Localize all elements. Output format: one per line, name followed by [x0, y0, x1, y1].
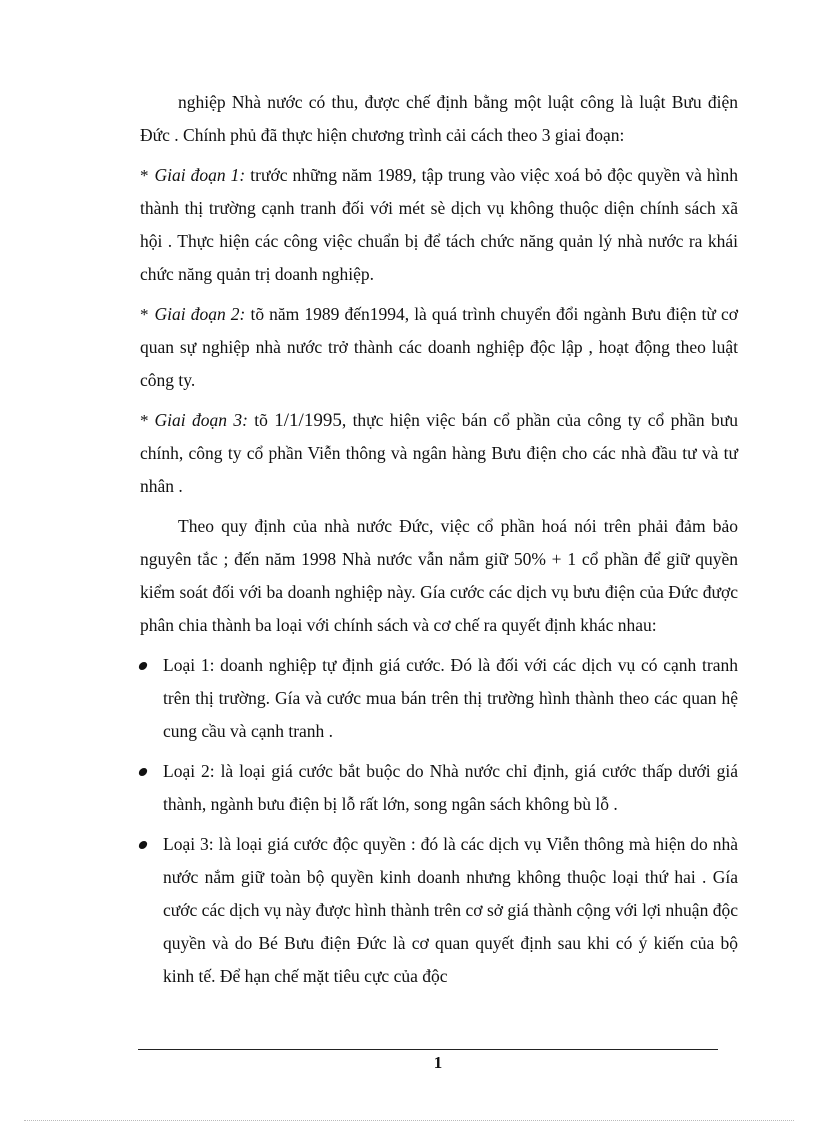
asterisk-marker: *	[140, 166, 149, 185]
stage-1-text: trước những năm 1989, tập trung vào việc xoá bỏ độc quyền và hình thành thị trường cạnh tranh đối với mét sè dịch vụ không thuộc diện chính sách xã hội . Thực hiện các công việc chuẩn bị để tách chức năng quản lý nhà nước ra khái chức năng quản trị doanh nghiệp.	[140, 165, 738, 284]
footer-divider	[138, 1049, 718, 1050]
bullet-icon	[138, 662, 148, 670]
list-item-text: Loại 2: là loại giá cước bắt buộc do Nhà nước chỉ định, giá cước thấp dưới giá thành, ngành bưu điện bị lỗ rất lớn, song ngân sách không bù lỗ .	[163, 761, 738, 814]
stage-3-text: , thực hiện việc bán cổ phần của công ty cổ phần bưu chính, công ty cổ phần Viễn thông và ngân hàng Bưu điện cho các nhà đầu tư và tư nhân .	[140, 410, 738, 496]
list-item-text: Loại 1: doanh nghiệp tự định giá cước. Đó là đối với các dịch vụ có cạnh tranh trên thị trường. Gía và cước mua bán trên thị trường hình thành theo các quan hệ cung cầu và cạnh tranh .	[163, 655, 738, 741]
asterisk-marker: *	[140, 411, 149, 430]
paragraph-regulation: Theo quy định của nhà nước Đức, việc cổ phần hoá nói trên phải đảm bảo nguyên tắc ; đến năm 1998 Nhà nước vẫn nắm giữ 50% + 1 cổ phần để giữ quyền kiểm soát đối với ba doanh nghiệp này. Gía cước các dịch vụ bưu điện của Đức được phân chia thành ba loại với chính sách và cơ chế ra quyết định khác nhau:	[140, 516, 738, 635]
page-number: 1	[433, 1053, 443, 1072]
stage-2-text: tõ năm 1989 đến1994, là quá trình chuyển đổi ngành Bưu điện từ cơ quan sự nghiệp nhà nước trở thành các doanh nghiệp độc lập , hoạt động theo luật công ty.	[140, 304, 738, 390]
list-item	[137, 755, 738, 821]
bullet-icon	[138, 768, 148, 776]
stage-3-date: 1/1/1995	[274, 410, 342, 431]
stage-1-label: Giai đoạn 1:	[154, 165, 246, 185]
stage-2-label: Giai đoạn 2:	[154, 304, 246, 324]
price-type-list	[140, 649, 738, 993]
list-item	[137, 828, 738, 993]
list-item-text: Loại 3: là loại giá cước độc quyền : đó là các dịch vụ Viễn thông mà hiện do nhà nước nắm giữ toàn bộ quyền kinh doanh nhưng không thuộc loại thứ hai . Gía cước các dịch vụ này được hình thành trên cơ sở giá thành cộng với lợi nhuận độc quyền và do Bé Bưu điện Đức là cơ quan quyết định sau khi có ý kiến của bộ kinh tế. Để hạn chế mặt tiêu cực của độc	[163, 834, 738, 986]
stage-3-label: Giai đoạn 3:	[154, 410, 248, 430]
list-item	[137, 649, 738, 748]
paragraph-intro: nghiệp Nhà nước có thu, được chế định bằng một luật công là luật Bưu điện Đức . Chính phủ đã thực hiện chương trình cải cách theo 3 giai đoạn:	[140, 92, 738, 145]
stage-3-prefix: tõ	[247, 410, 275, 430]
stage-3-paragraph	[140, 404, 738, 503]
page-boundary-line	[24, 1120, 794, 1121]
document-body	[140, 86, 738, 1000]
stage-2-paragraph	[140, 298, 738, 397]
bullet-icon	[138, 841, 148, 849]
asterisk-marker: *	[140, 305, 149, 324]
stage-1-paragraph	[140, 159, 738, 291]
